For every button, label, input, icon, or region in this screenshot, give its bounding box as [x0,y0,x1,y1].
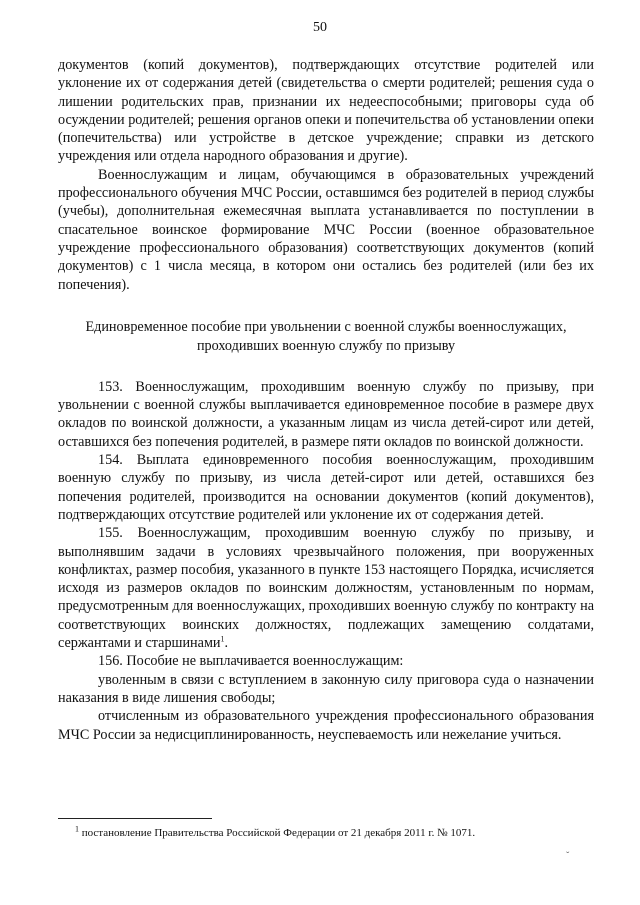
section-heading: Единовременное пособие при увольнении с военной службы военнослужащих, проходивших военную службу по призыву [85,318,567,354]
paragraph-155-period: . [224,635,229,652]
footnote-mark: 1 [75,824,79,834]
continued-paragraph: документов (копий документов), подтверждающих отсутствие родителей или уклонение их от содержания детей (свидетельства о смерти родителей; решения суда о лишении родительских прав, признании их недееспособными; приговоры суда об осуждении родителей; решения органов опеки и попечительства об установлении опеки (попечительства) или устройстве в детское учреждение; справки из детского учреждения или отдела народного образования и другие). [58,57,594,165]
footnote-text: постановление Правительства Российской Федерации от 21 декабря 2011 г. № 1071. [81,827,476,839]
servicemember-allowance-paragraph: Военнослужащим и лицам, обучающимся в образовательных учреждений профессионального обучения МЧС России, оставшимся без родителей в период службы (учебы), дополнительная ежемесячная выплата устанавливается по поступлении в спасательное воинское формирование МЧС России (военное образовательное учреждение профессионального образования) соответствующих документов (копий документов) с 1 числа месяца, в котором они остались без родителей (или без их попечения). [58,166,594,293]
paragraph-153: 153. Военнослужащим, проходившим военную службу по призыву, при увольнении с военной службы выплачивается единовременное пособие в размере двух окладов по воинской должности, а указанным лицам из числа детей-сирот или детей, оставшихся без попечения родителей, в размере пяти окладов по воинской должности. [58,378,594,450]
paragraph-154: 154. Выплата единовременного пособия военнослужащим, проходившим военную службу по призыву, из числа детей-сирот или детей, оставшихся без попечения родителей, производится на основании документов (копий документов), подтверждающих отсутствие родителей или уклонение их от содержания детей. [58,452,594,523]
paragraph-155-footnote-mark: 1 [220,634,225,644]
paragraph-156-item-1: уволенным в связи с вступлением в законную силу приговора суда о назначении наказания в виде лишения свободы; [58,671,594,706]
paragraph-155-text: 155. Военнослужащим, проходившим военную службу по призыву, и выполнявшим задачи в условиях чрезвычайного положения, при вооруженных конфликтах, размер пособия, указанного в пункте 153 настоящего Порядка, исчисляется исходя из размеров окладов по воинским должностям, установленным по нормам, предусмотренным для военнослужащих, проходивших военную службу по контракту на соответствующих воинских должностях, подлежащих замещению солдатами, сержантами и старшинами [58,525,594,652]
footnote [75,826,595,840]
footnote-separator [58,818,212,819]
paragraph-156-item-2: отчисленным из образовательного учреждения профессионального образования МЧС России за недисциплинированность, неуспеваемость или нежелание учиться. [58,708,594,743]
paragraph-155 [58,524,594,652]
page-number: 50 [313,20,327,35]
document-body [58,56,594,744]
corner-mark: ˇ [566,851,570,862]
paragraph-156: 156. Пособие не выплачивается военнослужащим: [98,653,404,670]
